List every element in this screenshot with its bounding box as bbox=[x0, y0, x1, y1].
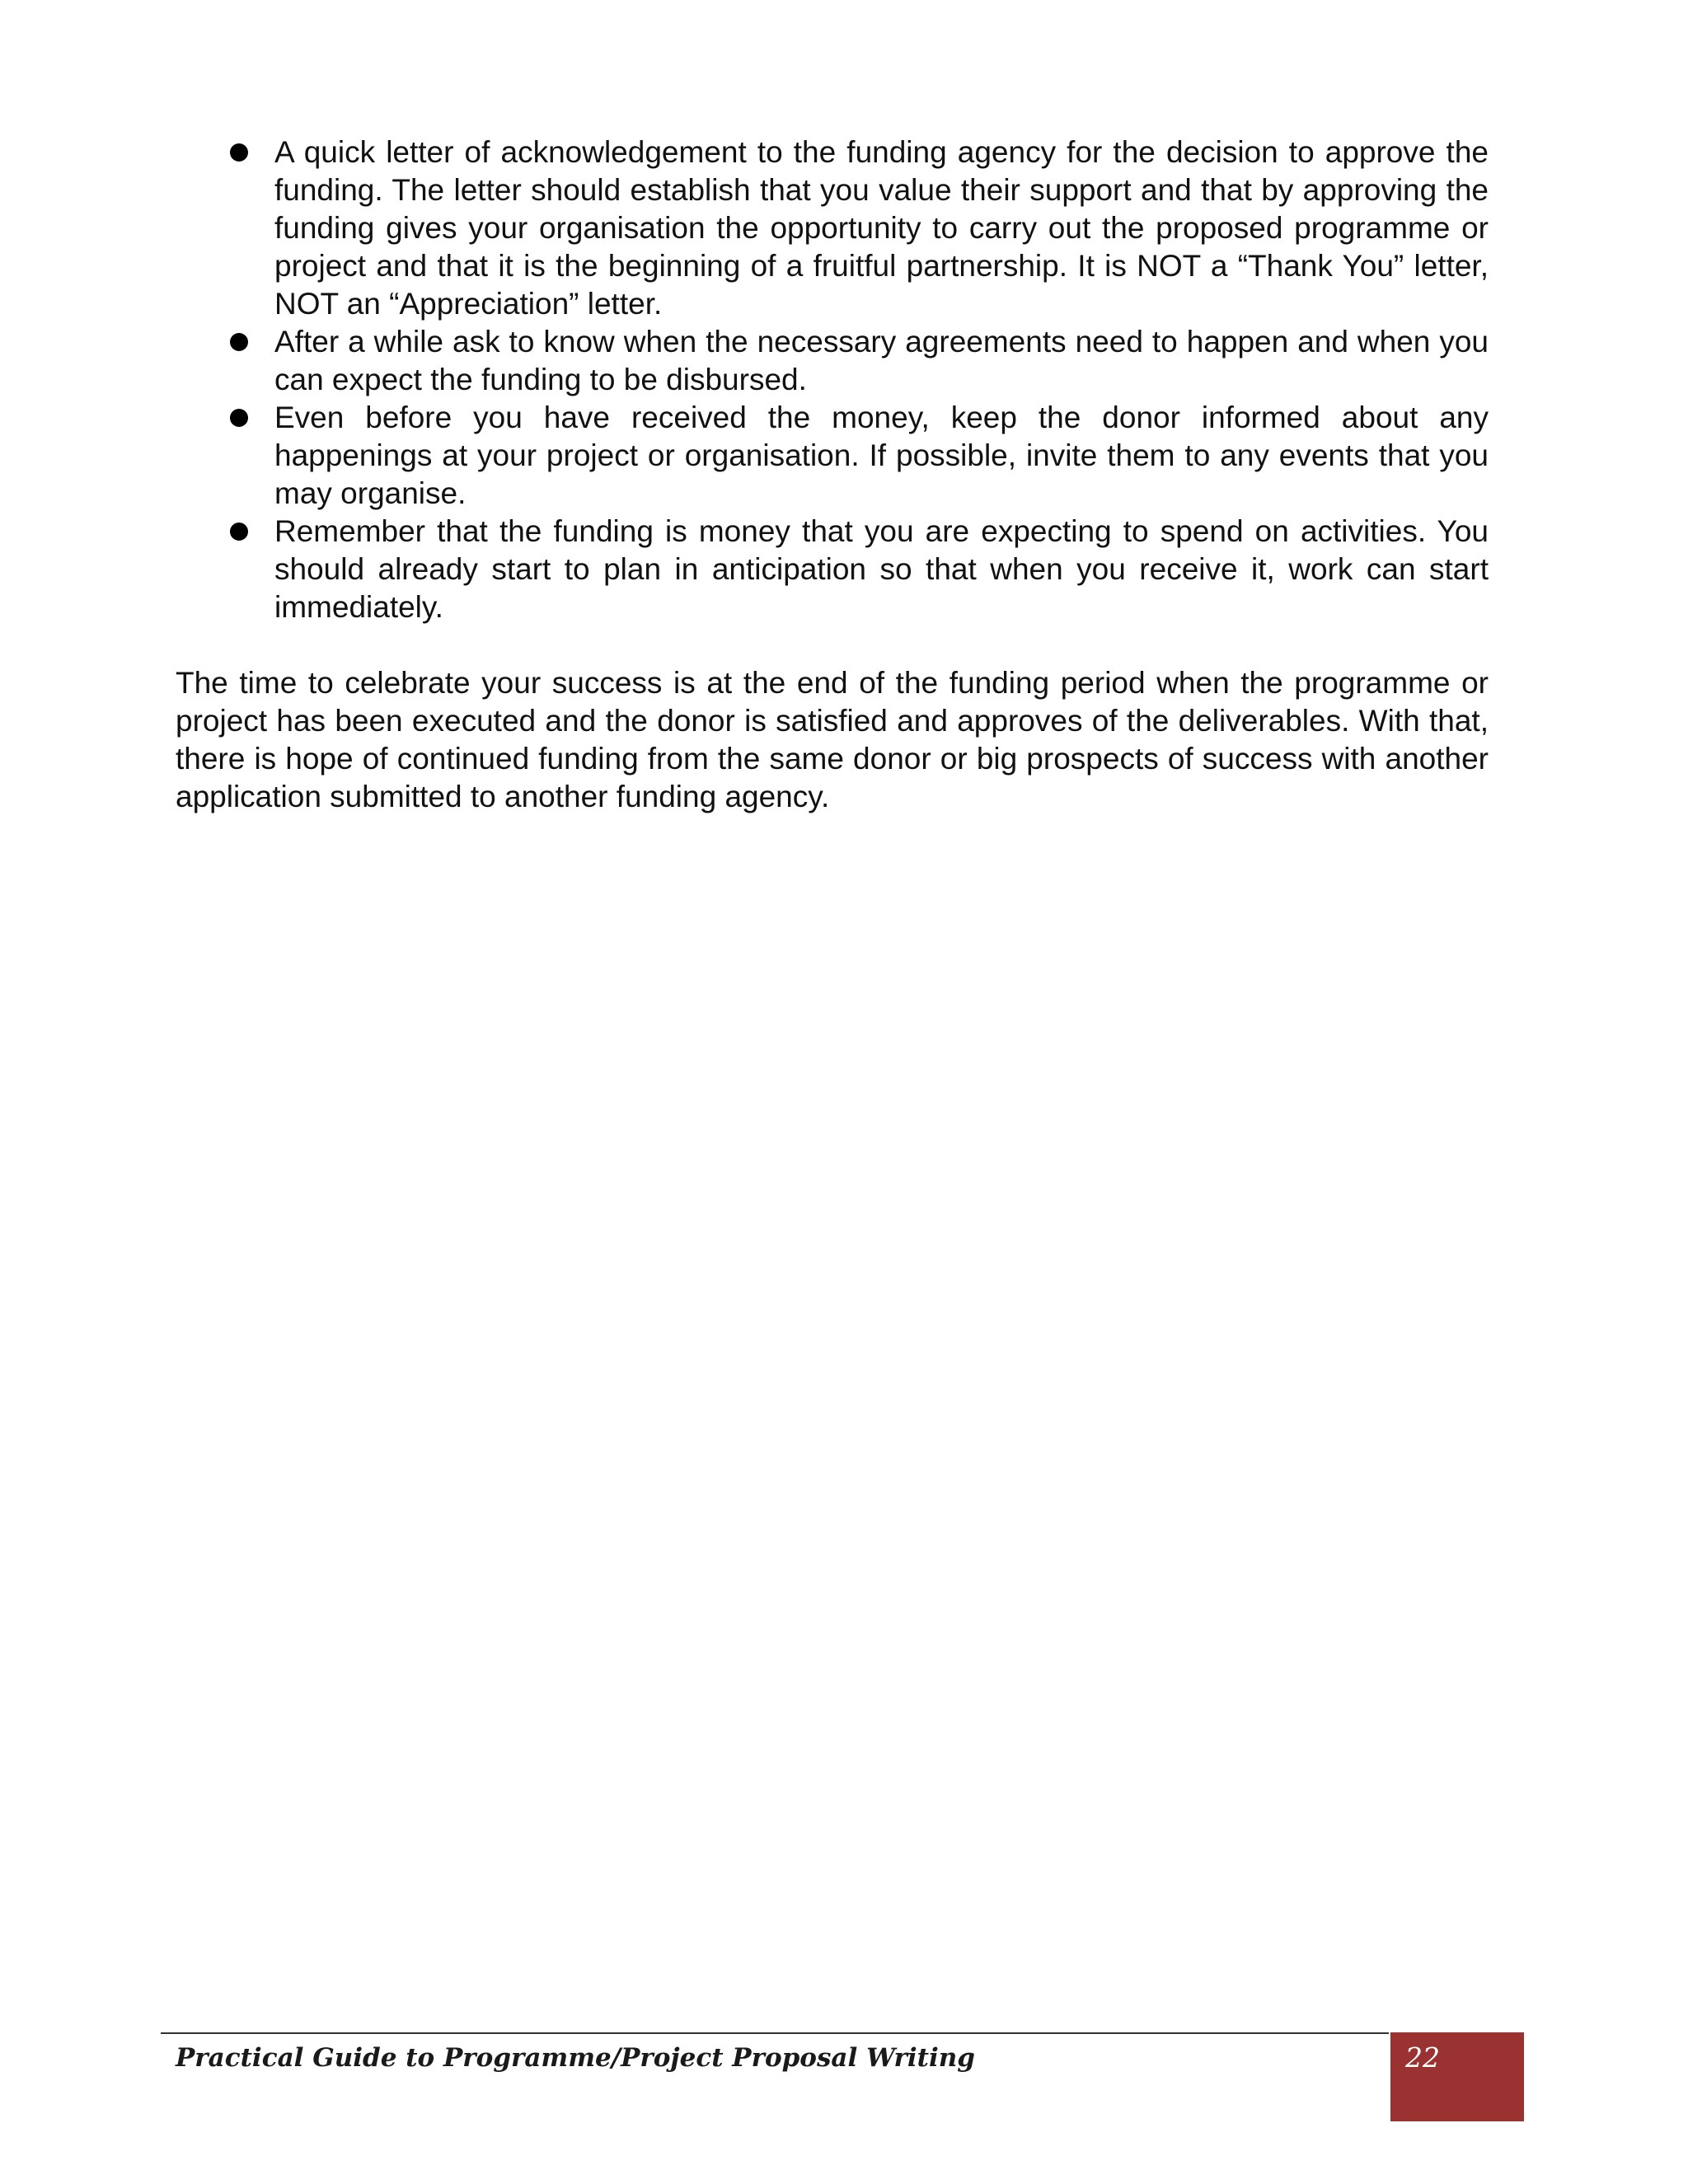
page-body bbox=[176, 134, 1489, 816]
list-item-text: Even before you have received the money, keep the donor informed about any happenings at your project or organisation. If possible, invite them to any events that you may organise. bbox=[274, 401, 1489, 510]
footer-divider bbox=[161, 2032, 1389, 2034]
page-number-badge bbox=[1390, 2032, 1524, 2121]
page-footer bbox=[161, 2032, 1524, 2121]
page-number: 22 bbox=[1405, 2041, 1440, 2074]
list-item bbox=[176, 323, 1489, 399]
list-item bbox=[176, 399, 1489, 513]
list-item-text: Remember that the funding is money that you are expecting to spend on activities. You should already start to plan in anticipation so that when you receive it, work can start immediately. bbox=[274, 514, 1489, 624]
bullet-icon bbox=[230, 523, 248, 541]
footer-title: Practical Guide to Programme/Project Proposal Writing bbox=[176, 2043, 975, 2073]
body-paragraph: The time to celebrate your success is at the end of the funding period when the programme or project has been executed and the donor is satisfied and approves of the deliverables. With that, there is hope of continued funding from the same donor or big prospects of success with another application submitted to another funding agency. bbox=[176, 666, 1489, 813]
list-item-text: A quick letter of acknowledgement to the funding agency for the decision to approve the funding. The letter should establish that you value their support and that by approving the funding gives your organisation the opportunity to carry out the proposed programme or project and that it is the beginning of a fruitful partnership. It is NOT a “Thank You” letter, NOT an “Appreciation” letter. bbox=[274, 135, 1489, 321]
bullet-icon bbox=[230, 409, 248, 427]
list-item bbox=[176, 513, 1489, 626]
list-item-text: After a while ask to know when the necessary agreements need to happen and when you can expect the funding to be disbursed. bbox=[274, 325, 1489, 396]
bullet-icon bbox=[230, 143, 248, 162]
bullet-icon bbox=[230, 333, 248, 351]
list-item bbox=[176, 134, 1489, 323]
bullet-list bbox=[176, 134, 1489, 626]
